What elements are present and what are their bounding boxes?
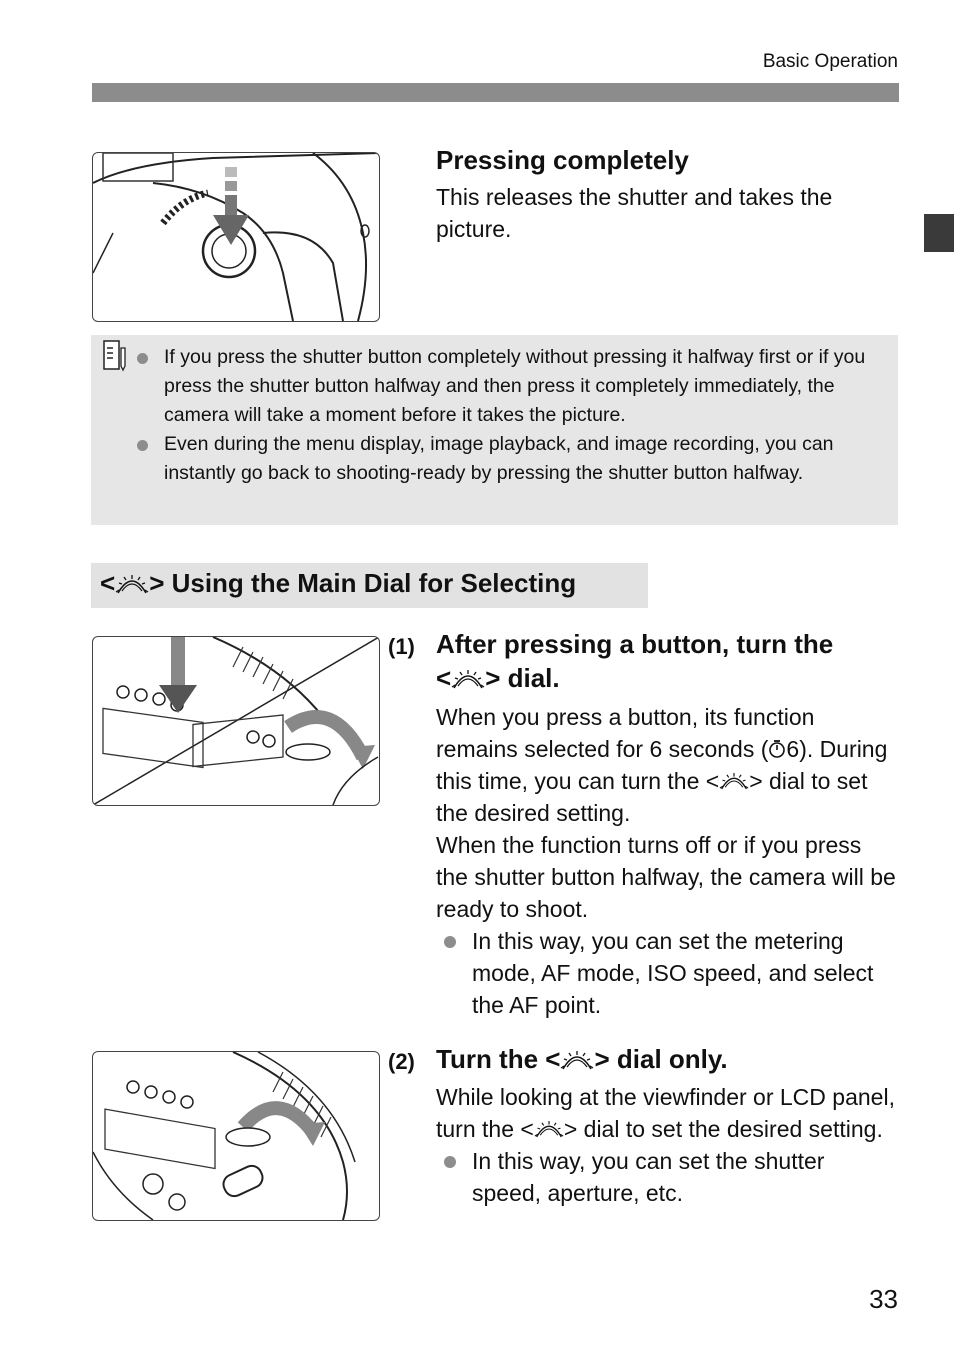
shutter-press-illustration <box>92 152 380 322</box>
main-dial-icon <box>115 573 149 595</box>
chapter-tab <box>924 214 954 252</box>
pressing-completely-title: Pressing completely <box>436 145 689 175</box>
pressing-completely-body: This releases the shutter and takes the picture. <box>436 184 833 242</box>
step-2-description: While looking at the viewfinder or LCD panel, turn the < > dial to set the desired setting. In this way, you can set the shutter speed, aperture, etc. <box>436 1081 898 1209</box>
note-item: If you press the shutter button completely without pressing it halfway first or if you press the shutter button halfway and then press it completely immediately, the camera will take a moment before it takes the picture. <box>137 343 887 430</box>
note-item: Even during the menu display, image playback, and image recording, you can instantly go back to shooting-ready by pressing the shutter button halfway. <box>137 430 887 488</box>
main-dial-icon <box>534 1119 564 1139</box>
step-2-title: Turn the < > dial only. <box>436 1044 728 1074</box>
list-item: In this way, you can set the metering mode, AF mode, ISO speed, and select the AF point. <box>436 925 898 1021</box>
section-title: < > Using the Main Dial for Selecting <box>100 568 577 598</box>
button-and-dial-illustration <box>92 636 380 806</box>
step-1-paragraph-2: When the function turns off or if you press the shutter button halfway, the camera will be ready to shoot. <box>436 832 896 922</box>
note-list <box>137 343 887 488</box>
list-item: In this way, you can set the shutter speed, aperture, etc. <box>436 1145 898 1209</box>
step-1-number: (1) <box>388 634 415 659</box>
note-box <box>91 335 898 525</box>
section-header <box>91 563 648 608</box>
step-1-description: When you press a button, its function remains selected for 6 seconds ( 6). During this time, you can turn the < > dial to set the desired setting. When the function turns off or if you press the shutter button halfway, the camera will be ready to shoot. In this way, you can set the metering mode, AF mode, ISO speed, and select the AF point. <box>436 701 898 1021</box>
header-rule <box>92 83 899 102</box>
main-dial-icon <box>719 771 749 791</box>
dial-only-illustration <box>92 1051 380 1221</box>
timer-icon <box>768 739 786 759</box>
step-1-bullets <box>436 925 898 1021</box>
main-dial-icon <box>451 668 485 690</box>
step-2-bullets <box>436 1145 898 1209</box>
step-1-title: After pressing a button, turn the < > dial. <box>436 629 834 693</box>
page-number: 33 <box>869 1284 898 1314</box>
step-2-number: (2) <box>388 1049 415 1074</box>
memo-icon <box>103 340 127 372</box>
main-dial-icon <box>560 1049 594 1071</box>
running-header: Basic Operation <box>762 51 898 72</box>
